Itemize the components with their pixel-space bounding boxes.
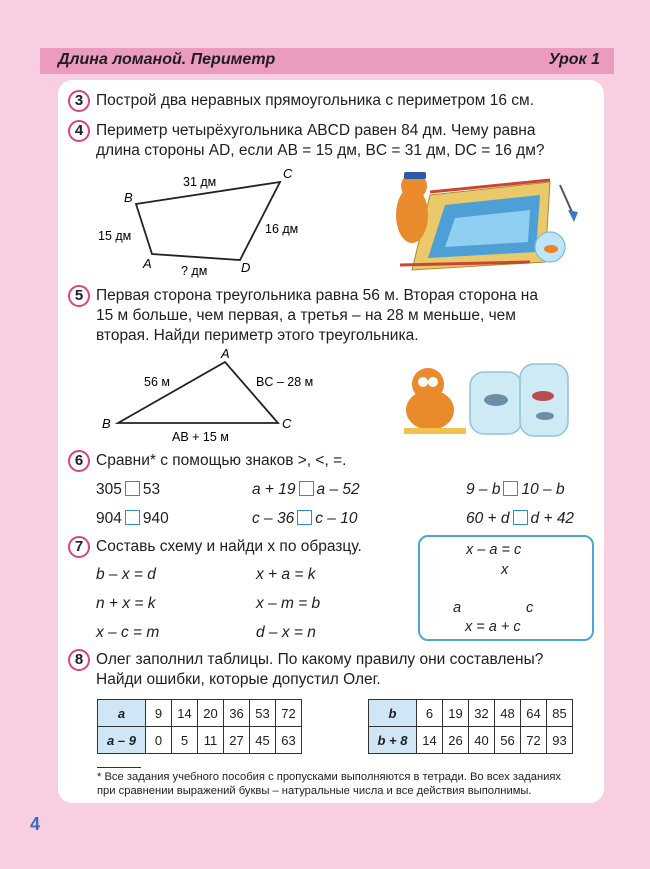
- equation: x + a = k: [256, 566, 316, 583]
- vertex-c-label: C: [282, 416, 292, 431]
- table-cell: 26: [443, 727, 469, 754]
- table-cell: 19: [443, 700, 469, 727]
- table-cell: 6: [417, 700, 443, 727]
- quadrilateral-abcd: [136, 182, 280, 260]
- answer-box[interactable]: [297, 510, 312, 525]
- scheme-a-label: a: [453, 600, 462, 616]
- exercise-5-line-3: вторая. Найди периметр этого треугольника.: [96, 327, 419, 344]
- footnote: [97, 770, 594, 798]
- exercise-3-number: 3: [68, 90, 90, 112]
- scheme-c-label: c: [526, 600, 534, 616]
- table-row: [98, 727, 302, 754]
- answer-box[interactable]: [125, 510, 140, 525]
- exercise-8-number: 8: [68, 649, 90, 671]
- equation: x – c = m: [96, 624, 160, 641]
- table-cell: 14: [417, 727, 443, 754]
- exercise-7-number: 7: [68, 536, 90, 558]
- table-header-cell: b: [369, 700, 417, 727]
- table-a: [97, 699, 302, 754]
- lesson-title: Длина ломаной. Периметр: [58, 51, 276, 68]
- compare-item: c – 36 c – 10: [252, 510, 358, 527]
- vertex-b-label: B: [102, 416, 111, 431]
- answer-box[interactable]: [125, 481, 140, 496]
- side-dc-label: 16 дм: [265, 222, 299, 236]
- table-cell: 11: [198, 727, 224, 754]
- exercise-7-text: Составь схему и найди x по образцу.: [96, 538, 362, 555]
- exercise-5-number: 5: [68, 285, 90, 307]
- footnote-divider: [97, 767, 141, 768]
- equation: d – x = n: [256, 624, 316, 641]
- exercise-4-line-2: длина стороны AD, если AB = 15 дм, BC = 31 дм, DC = 16 дм?: [96, 142, 545, 159]
- exercise-3-text: Построй два неравных прямоугольника с периметром 16 см.: [96, 92, 534, 109]
- table-row: [98, 700, 302, 727]
- equation: n + x = k: [96, 595, 156, 612]
- vertex-c-label: C: [283, 166, 293, 181]
- table-cell: 72: [521, 727, 547, 754]
- scheme-top-equation: x – a = c: [466, 542, 522, 558]
- compare-item: a + 19 a – 52: [252, 481, 360, 498]
- table-cell: 85: [547, 700, 573, 727]
- page-number: 4: [30, 814, 41, 834]
- table-cell: 48: [495, 700, 521, 727]
- table-cell: 40: [469, 727, 495, 754]
- cat-jars-illustration: [404, 364, 568, 436]
- exercise-6-number: 6: [68, 450, 90, 472]
- table-cell: 0: [146, 727, 172, 754]
- scheme-bottom-equation: x = a + c: [465, 619, 521, 635]
- footnote-line-2: при сравнении выражений буквы – натуральные числа и все действия выполнимы.: [97, 785, 532, 797]
- table-cell: 63: [276, 727, 302, 754]
- exercise-4-number: 4: [68, 120, 90, 142]
- table-row: [369, 727, 573, 754]
- answer-box[interactable]: [503, 481, 518, 496]
- compare-item: 60 + d d + 42: [466, 510, 575, 527]
- triangle-abc: [118, 362, 278, 423]
- table-cell: 36: [224, 700, 250, 727]
- table-cell: 93: [547, 727, 573, 754]
- table-header-cell: b + 8: [369, 727, 417, 754]
- vertex-d-label: D: [241, 260, 251, 275]
- table-cell: 72: [276, 700, 302, 727]
- side-ba-label: 56 м: [144, 375, 170, 389]
- answer-box[interactable]: [513, 510, 528, 525]
- table-cell: 14: [172, 700, 198, 727]
- table-cell: 53: [250, 700, 276, 727]
- side-bc-label: 31 дм: [183, 175, 217, 189]
- scheme-x-label: x: [501, 562, 509, 578]
- side-bc-label: AB + 15 м: [172, 430, 229, 444]
- vertex-a-label: A: [221, 346, 230, 361]
- exercise-6-text: Сравни* с помощью знаков >, <, =.: [96, 452, 347, 469]
- table-cell: 64: [521, 700, 547, 727]
- table-cell: 9: [146, 700, 172, 727]
- table-header-cell: a – 9: [98, 727, 146, 754]
- vertex-a-label: A: [143, 256, 152, 271]
- equation: b – x = d: [96, 566, 156, 583]
- table-cell: 5: [172, 727, 198, 754]
- compare-item: 9 – b 10 – b: [466, 481, 565, 498]
- exercise-8-line-2: Найди ошибки, которые допустил Олег.: [96, 671, 381, 688]
- answer-box[interactable]: [299, 481, 314, 496]
- table-row: [369, 700, 573, 727]
- side-ac-label: BC – 28 м: [256, 375, 314, 389]
- lesson-number: Урок 1: [548, 51, 600, 68]
- table-header-cell: a: [98, 700, 146, 727]
- table-cell: 27: [224, 727, 250, 754]
- equation: x – m = b: [256, 595, 321, 612]
- table-b: [368, 699, 573, 754]
- compare-item: 904 940: [96, 510, 169, 527]
- exercise-4-line-1: Периметр четырёхугольника ABCD равен 84 дм. Чему равна: [96, 122, 536, 139]
- side-ab-label: 15 дм: [98, 229, 132, 243]
- cat-pool-illustration: [396, 172, 578, 270]
- table-cell: 20: [198, 700, 224, 727]
- exercise-8-line-1: Олег заполнил таблицы. По какому правилу они составлены?: [96, 651, 544, 668]
- side-ad-label: ? дм: [181, 264, 208, 278]
- exercise-5-line-1: Первая сторона треугольника равна 56 м. Вторая сторона на: [96, 287, 538, 304]
- exercise-5-line-2: 15 м больше, чем первая, а третья – на 28 м меньше, чем: [96, 307, 516, 324]
- table-cell: 56: [495, 727, 521, 754]
- compare-item: 305 53: [96, 481, 161, 498]
- vertex-b-label: B: [124, 190, 133, 205]
- table-cell: 32: [469, 700, 495, 727]
- table-cell: 45: [250, 727, 276, 754]
- footnote-line-1: * Все задания учебного пособия с пропусками выполняются в тетради. Во всех заданиях: [97, 771, 562, 783]
